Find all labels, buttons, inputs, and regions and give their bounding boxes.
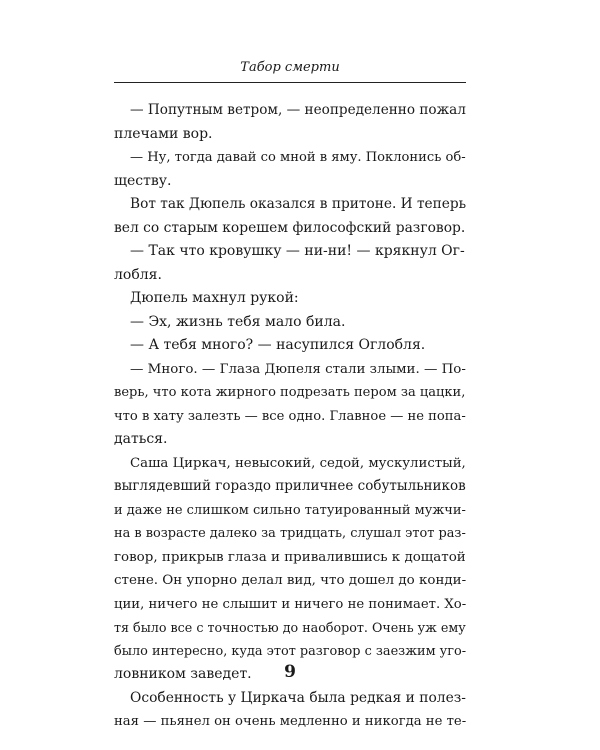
header-rule bbox=[114, 82, 466, 83]
text-line: Особенность у Циркача была редкая и полез- bbox=[130, 689, 466, 706]
text-line: Саша Циркач, невысокий, седой, мускулистый, bbox=[130, 455, 466, 471]
text-line: ществу. bbox=[114, 172, 172, 189]
text-line: на в возрасте далеко за тридцать, слушал этот раз- bbox=[114, 526, 466, 541]
body-text bbox=[114, 99, 466, 734]
text-line: — Так что кровушку — ни-ни! — крякнул Ог- bbox=[130, 243, 465, 259]
text-line: лобля. bbox=[114, 266, 162, 283]
text-line: ловником заведет. bbox=[114, 666, 252, 682]
text-line: — Попутным ветром, — неопределенно пожал bbox=[130, 102, 466, 118]
text-line: что в хату залезть — все одно. Главное — не попа- bbox=[114, 408, 466, 424]
text-line: Дюпель махнул рукой: bbox=[130, 290, 299, 306]
text-line: — Много. — Глаза Дюпеля стали злыми. — По- bbox=[130, 361, 466, 377]
text-line: вел со старым корешем философский разговор. bbox=[114, 219, 466, 236]
running-header: Табор смерти bbox=[240, 60, 340, 75]
text-line: — Эх, жизнь тебя мало била. bbox=[130, 313, 346, 330]
text-line: верь, что кота жирного подрезать пером за цацки, bbox=[114, 385, 466, 400]
text-line: плечами вор. bbox=[114, 125, 213, 142]
text-line: выглядевший гораздо приличнее собутыльников bbox=[114, 478, 466, 494]
text-line: и даже не слишком сильно татуированный мужчи- bbox=[114, 502, 466, 518]
page-number: 9 bbox=[284, 662, 296, 682]
text-line: тя было все с точностью до наоборот. Очень уж ему bbox=[114, 620, 466, 635]
text-line: даться. bbox=[114, 431, 168, 447]
text-line: — А тебя много? — насупился Оглобля. bbox=[130, 337, 426, 353]
text-line: ции, ничего не слышит и ничего не понимает. Хо- bbox=[114, 596, 467, 612]
text-line: говор, прикрыв глаза и привалившись к дощатой bbox=[114, 549, 466, 565]
text-line: было интересно, куда этот разговор с заезжим уго- bbox=[114, 643, 467, 659]
text-line: стене. Он упорно делал вид, что дошел до конди- bbox=[114, 573, 467, 588]
text-line: — Ну, тогда давай со мной в яму. Поклонись об- bbox=[130, 150, 466, 165]
text-line: ная — пьянел он очень медленно и никогда не те- bbox=[114, 714, 467, 729]
text-line: Вот так Дюпель оказался в притоне. И теперь bbox=[130, 196, 467, 212]
